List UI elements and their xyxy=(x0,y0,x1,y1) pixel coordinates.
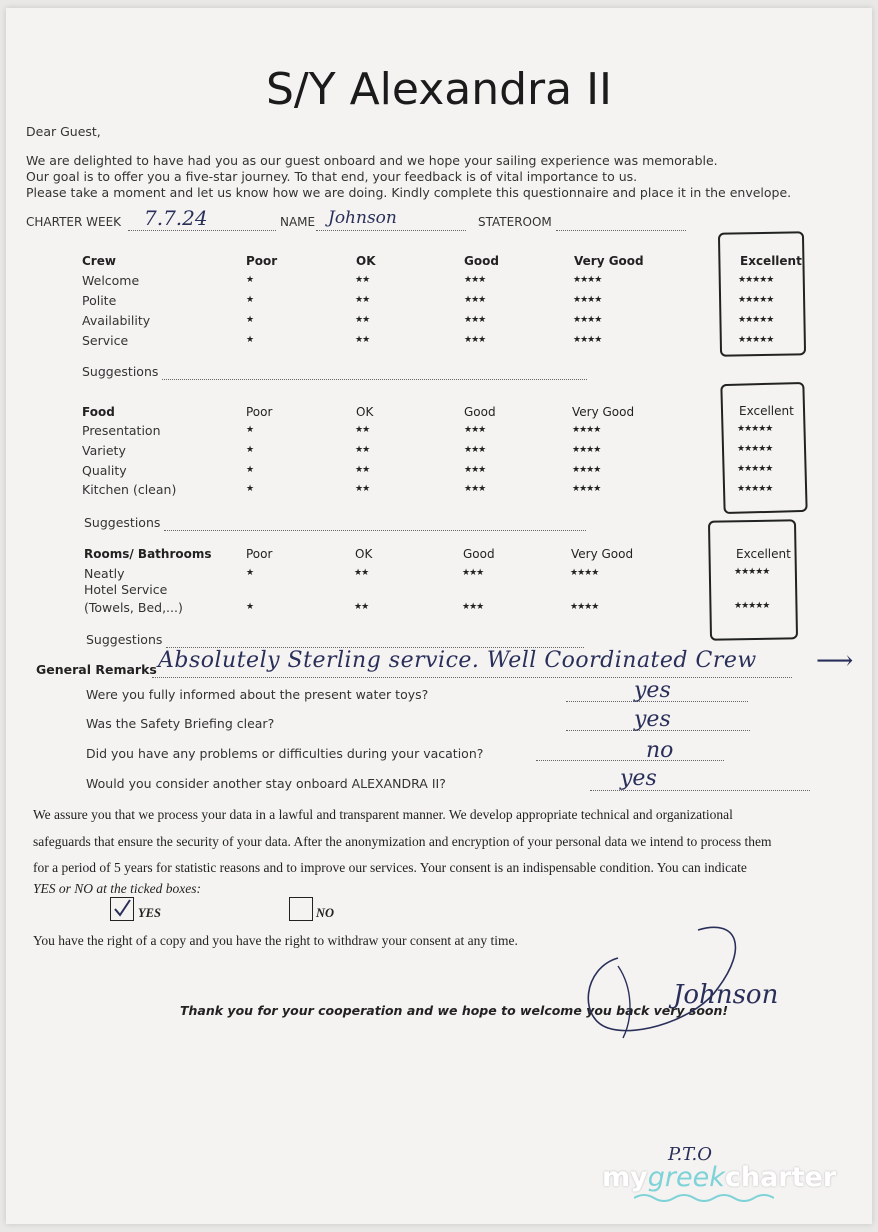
rating-star[interactable]: ★ xyxy=(246,484,254,494)
privacy-line-3: for a period of 5 years for statistic reasons and to improve our services. Your consent is an indispensable condition. You can indicate xyxy=(33,860,747,875)
crew-excellent-header: Excellent xyxy=(740,254,802,268)
general-remarks-label: General Remarks xyxy=(36,662,157,677)
crew-item-polite: Polite xyxy=(82,293,117,308)
food-suggestions-line[interactable] xyxy=(164,520,586,531)
answer-problems[interactable]: no xyxy=(646,738,674,763)
rating-star[interactable]: ★ xyxy=(246,425,254,435)
crew-item-welcome: Welcome xyxy=(82,273,140,288)
rights-text: You have the right of a copy and you have the right to withdraw your consent at any time. xyxy=(33,933,518,948)
rooms-excellent-header: Excellent xyxy=(736,547,791,561)
rating-star[interactable]: ★★★★★ xyxy=(734,601,770,611)
pto-note: P.T.O xyxy=(668,1144,713,1165)
yes-checkbox[interactable] xyxy=(110,897,134,921)
crew-item-service: Service xyxy=(82,333,129,348)
rating-star[interactable]: ★★★★★ xyxy=(738,335,774,345)
rating-star[interactable]: ★★★ xyxy=(464,335,486,345)
rating-star[interactable]: ★★ xyxy=(355,425,370,435)
no-label: NO xyxy=(316,906,335,920)
rooms-suggestions-line[interactable] xyxy=(166,637,584,648)
name-label: NAME xyxy=(280,215,316,229)
rating-star[interactable]: ★★★★ xyxy=(572,465,601,475)
logo-part-greek: greek xyxy=(647,1162,725,1193)
rating-star[interactable]: ★★★ xyxy=(462,568,484,578)
food-ok-header: OK xyxy=(356,405,374,419)
crew-suggestions-label: Suggestions xyxy=(82,364,159,379)
food-good-header: Good xyxy=(464,405,496,419)
rating-star[interactable]: ★★ xyxy=(355,315,370,325)
question-problems: Did you have any problems or difficulties during your vacation? xyxy=(86,746,484,761)
food-suggestions-label: Suggestions xyxy=(84,515,161,530)
rating-star[interactable]: ★ xyxy=(246,315,254,325)
rating-star[interactable]: ★★ xyxy=(355,275,370,285)
rating-star[interactable]: ★★★ xyxy=(464,295,486,305)
rating-star[interactable]: ★★★ xyxy=(464,275,486,285)
rating-star[interactable]: ★★★★ xyxy=(573,315,602,325)
rating-star[interactable]: ★★★ xyxy=(464,484,486,494)
food-title: Food xyxy=(82,405,115,419)
crew-item-availability: Availability xyxy=(82,313,151,328)
food-item-variety: Variety xyxy=(82,443,126,458)
stateroom-label: STATEROOM xyxy=(478,215,552,229)
intro-line-1: We are delighted to have had you as our guest onboard and we hope your sailing experience was memorable. xyxy=(26,153,718,168)
rating-star[interactable]: ★ xyxy=(246,295,254,305)
question-another-stay: Would you consider another stay onboard ALEXANDRA II? xyxy=(86,776,446,791)
privacy-line-1: We assure you that we process your data in a lawful and transparent manner. We develop appropriate technical and organizational xyxy=(33,807,733,822)
food-item-presentation: Presentation xyxy=(82,423,161,438)
logo-part-my: my xyxy=(602,1162,648,1193)
rating-star[interactable]: ★★ xyxy=(355,465,370,475)
rating-star[interactable]: ★★★★★ xyxy=(734,567,770,577)
rating-star[interactable]: ★★★★★ xyxy=(737,444,773,454)
crew-title: Crew xyxy=(82,254,116,268)
mygreekcharter-logo[interactable] xyxy=(602,1162,836,1193)
rating-star[interactable]: ★★★★ xyxy=(573,335,602,345)
rating-star[interactable]: ★★ xyxy=(355,484,370,494)
logo-part-charter: charter xyxy=(724,1162,837,1193)
answer-safety-briefing[interactable]: yes xyxy=(634,707,671,732)
rating-star[interactable]: ★★★★★ xyxy=(737,484,773,494)
rating-star[interactable]: ★★★★ xyxy=(572,484,601,494)
rating-star[interactable]: ★★ xyxy=(355,335,370,345)
answer-water-toys[interactable]: yes xyxy=(634,678,671,703)
rating-star[interactable]: ★★ xyxy=(354,602,369,612)
rating-star[interactable]: ★★★★★ xyxy=(738,275,774,285)
rating-star[interactable]: ★★★ xyxy=(464,445,486,455)
food-poor-header: Poor xyxy=(246,405,273,419)
rooms-item-towels-bed: (Towels, Bed,...) xyxy=(84,600,183,615)
rating-star[interactable]: ★★★★ xyxy=(573,275,602,285)
rating-star[interactable]: ★ xyxy=(246,335,254,345)
thank-you-text: Thank you for your cooperation and we hope to welcome you back very soon! xyxy=(180,1003,729,1018)
privacy-line-4: YES or NO at the ticked boxes: xyxy=(33,881,201,896)
rating-star[interactable]: ★★★ xyxy=(464,465,486,475)
question-water-toys: Were you fully informed about the present water toys? xyxy=(86,687,429,702)
signature xyxy=(578,918,828,1048)
checkmark-icon xyxy=(111,898,133,920)
rating-star[interactable]: ★★★★★ xyxy=(737,464,773,474)
rating-star[interactable]: ★★ xyxy=(355,295,370,305)
charter-week-value[interactable]: 7.7.24 xyxy=(144,206,208,230)
food-item-kitchen: Kitchen (clean) xyxy=(82,482,177,497)
rating-star[interactable]: ★★★★★ xyxy=(738,295,774,305)
food-excellent-header: Excellent xyxy=(739,404,794,418)
rating-star[interactable]: ★★★ xyxy=(462,602,484,612)
name-value[interactable]: Johnson xyxy=(328,208,397,228)
crew-ok-header: OK xyxy=(356,254,376,268)
rooms-very-good-header: Very Good xyxy=(571,547,634,561)
rooms-suggestions-label: Suggestions xyxy=(86,632,163,647)
general-remarks-value[interactable]: Absolutely Sterling service. Well Coordinated Crew xyxy=(158,648,757,673)
rooms-ok-header: OK xyxy=(355,547,373,561)
crew-suggestions-line[interactable] xyxy=(162,369,587,380)
no-checkbox[interactable] xyxy=(289,897,313,921)
privacy-line-2: safeguards that ensure the security of your data. After the anonymization and encryption of your personal data we intend to process them xyxy=(33,834,772,849)
answer-line xyxy=(536,750,724,761)
rooms-item-hotel-service: Hotel Service xyxy=(84,582,168,597)
intro-line-3: Please take a moment and let us know how we are doing. Kindly complete this questionnaire and place it in the envelope. xyxy=(26,185,792,200)
rooms-good-header: Good xyxy=(463,547,495,561)
rooms-excellent-circled xyxy=(708,519,798,641)
rating-star[interactable]: ★ xyxy=(246,568,254,578)
stateroom-line[interactable] xyxy=(556,220,686,231)
charter-week-label: CHARTER WEEK xyxy=(26,215,122,229)
rating-star[interactable]: ★★ xyxy=(354,568,369,578)
rooms-item-neatly: Neatly xyxy=(84,566,125,581)
rating-star[interactable]: ★ xyxy=(246,275,254,285)
crew-good-header: Good xyxy=(464,254,499,268)
questionnaire-page xyxy=(6,8,872,1224)
rating-star[interactable]: ★★★★ xyxy=(570,568,599,578)
rating-star[interactable]: ★★★★★ xyxy=(737,424,773,434)
rating-star[interactable]: ★★★★ xyxy=(570,602,599,612)
rooms-title: Rooms/ Bathrooms xyxy=(84,547,212,561)
intro-line-2: Our goal is to offer you a five-star journey. To that end, your feedback is of vital importance to us. xyxy=(26,169,638,184)
crew-poor-header: Poor xyxy=(246,254,278,268)
page-title: S/Y Alexandra II xyxy=(265,64,613,115)
rating-star[interactable]: ★ xyxy=(246,602,254,612)
rating-star[interactable]: ★★★ xyxy=(464,315,486,325)
rooms-poor-header: Poor xyxy=(246,547,273,561)
rating-star[interactable]: ★★★ xyxy=(464,425,486,435)
rating-star[interactable]: ★★★★ xyxy=(573,295,602,305)
rating-star[interactable]: ★★★★ xyxy=(572,445,601,455)
arrow-icon: ⟶ xyxy=(816,646,854,676)
wave-icon xyxy=(634,1192,774,1206)
answer-another-stay[interactable]: yes xyxy=(620,766,657,791)
rating-star[interactable]: ★★ xyxy=(355,445,370,455)
rating-star[interactable]: ★★★★ xyxy=(572,425,601,435)
signature-text: Johnson xyxy=(673,980,779,1010)
question-safety-briefing: Was the Safety Briefing clear? xyxy=(86,716,275,731)
greeting: Dear Guest, xyxy=(26,124,101,139)
food-item-quality: Quality xyxy=(82,463,127,478)
crew-very-good-header: Very Good xyxy=(574,254,644,268)
yes-label: YES xyxy=(138,906,161,920)
rating-star[interactable]: ★ xyxy=(246,445,254,455)
rating-star[interactable]: ★★★★★ xyxy=(738,315,774,325)
food-very-good-header: Very Good xyxy=(572,405,635,419)
rating-star[interactable]: ★ xyxy=(246,465,254,475)
